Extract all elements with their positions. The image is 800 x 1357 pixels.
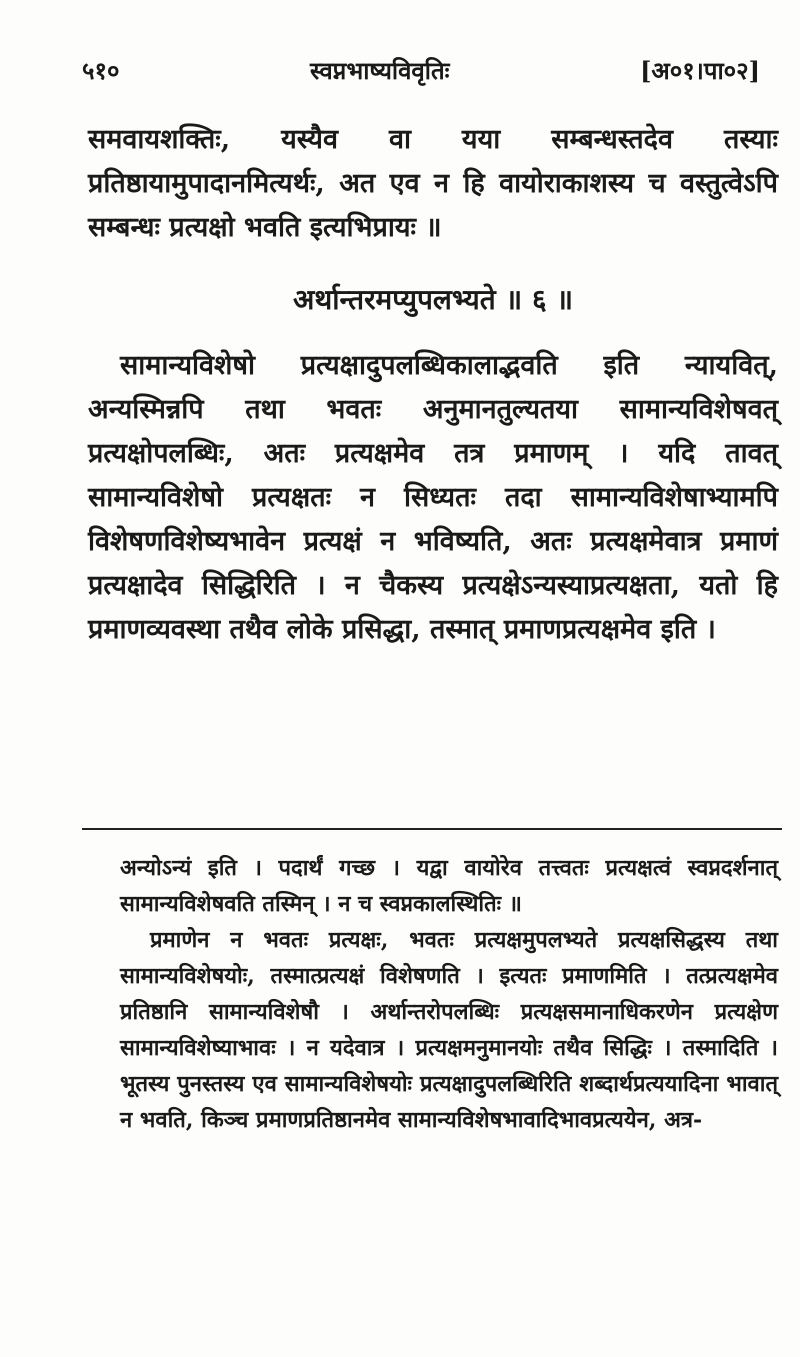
page-number: ५१० [82, 55, 120, 85]
footnote-2: प्रमाणेन न भवतः प्रत्यक्षः, भवतः प्रत्यक्षमुपलभ्यते प्रत्यक्षसिद्धस्य तथा सामान्यविशेषयोः, तस्मात्प्रत्यक्षं विशेषणति । इत्यतः प्रमाणमिति । तत्प्रत्यक्षमेव प्रतिष्ठानि सामान्यविशेषौ । अर्थान्तरोपलब्धिः प्रत्यक्षसमानाधिकरणेन प्रत्यक्षेण सामान्यविशेष्याभावः । न यदेवात्र । प्रत्यक्षमनुमानयोः तथैव सिद्धिः । तस्मादिति । भूतस्य पुनस्तस्य एव सामान्यविशेषयोः प्रत्यक्षादुपलब्धिरिति शब्दार्थप्रत्ययादिना भावात् न भवति, किञ्च प्रमाणप्रतिष्ठानमेव सामान्यविशेषभावादिभावप्रत्ययेन, अत्र- [120, 927, 778, 1133]
section-reference: [अ०१।पा०२] [640, 55, 760, 85]
paragraph-2: सामान्यविशेषो प्रत्यक्षादुपलब्धिकालाद्भवति इति न्यायवित्, अन्यस्मिन्नपि तथा भवतः अनुमानतुल्यतया सामान्यविशेषवत् प्रत्यक्षोपलब्धिः, अतः प्रत्यक्षमेव तत्र प्रमाणम् । यदि तावत् सामान्यविशेषो प्रत्यक्षतः न सिध्यतः तदा सामान्यविशेषाभ्यामपि विशेषणविशेष्यभावेन प्रत्यक्षं न भविष्यति, अतः प्रत्यक्षमेवात्र प्रमाणं प्रत्यक्षादेव सिद्धिरिति । न चैकस्य प्रत्यक्षेऽन्यस्याप्रत्यक्षता, यतो हि प्रमाणव्यवस्था तथैव लोके प्रसिद्धा, तस्मात् प्रमाणप्रत्यक्षमेव इति । [88, 350, 778, 645]
paragraph-1: समवायशक्तिः, यस्यैव वा यया सम्बन्धस्तदेव तस्याः प्रतिष्ठायामुपादानमित्यर्थः, अत एव न हि वायोराकाशस्य च वस्तुत्वेऽपि सम्बन्धः प्रत्यक्षो भवति इत्यभिप्रायः ॥ [88, 124, 778, 243]
footnote-divider [82, 828, 782, 830]
main-text [88, 118, 778, 652]
sutra-heading: अर्थान्तरमप्युपलभ्यते ॥ ६ ॥ [292, 283, 574, 316]
running-title: स्वप्नभाष्यविवृतिः [310, 55, 450, 85]
running-head [82, 50, 760, 90]
footnote-1: अन्योऽन्यं इति । पदार्थं गच्छ । यद्वा वायोरेव तत्त्वतः प्रत्यक्षत्वं स्वप्नदर्शनात् सामान्यविशेषवति तस्मिन् । न च स्वप्नकालस्थितिः ॥ [120, 855, 778, 917]
footnotes [120, 850, 778, 1138]
